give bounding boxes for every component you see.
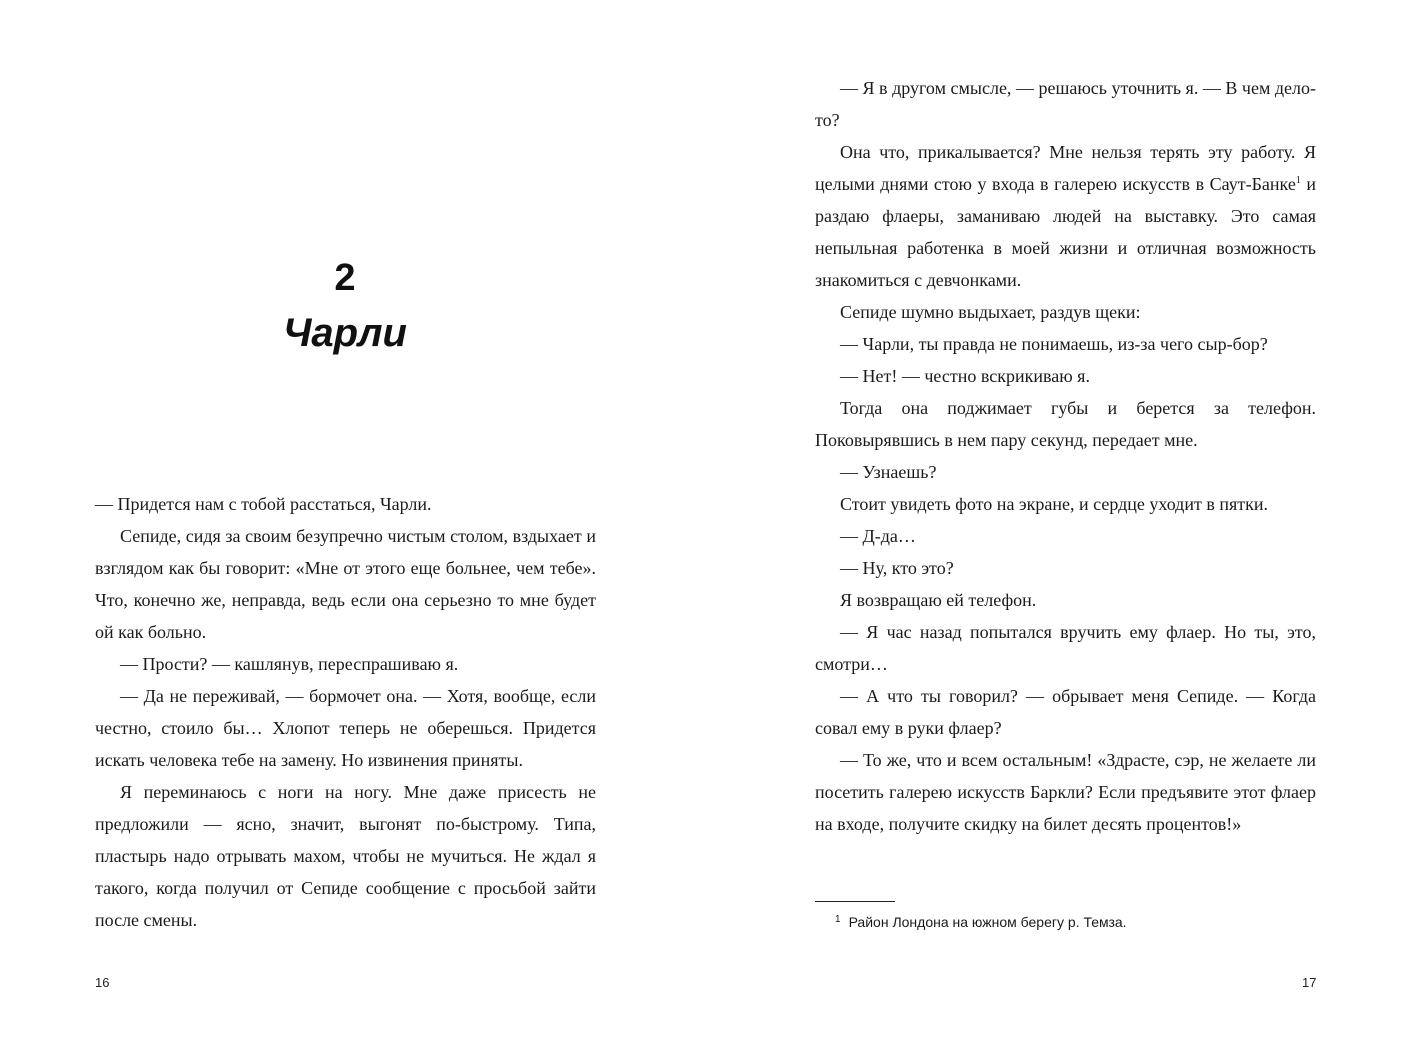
footnote-text: Район Лондона на южном берегу р. Темза. bbox=[848, 914, 1127, 930]
paragraph: — Нет! — честно вскрикиваю я. bbox=[840, 366, 1090, 386]
paragraph: — Я в другом смысле, — решаюсь уточнить я. — В чем дело-то? bbox=[815, 78, 1316, 130]
paragraph-text: и раздаю флаеры, заманиваю людей на выставку. Это самая непыльная работенка в моей жизни и отличная возможность знакомиться с девчонками. bbox=[815, 174, 1316, 290]
footnote-reference[interactable]: 1 bbox=[1295, 175, 1301, 186]
paragraph: Тогда она поджимает губы и берется за телефон. Поковырявшись в нем пару секунд, передает мне. bbox=[815, 398, 1316, 450]
paragraph: — Придется нам с тобой расстаться, Чарли. bbox=[95, 494, 432, 514]
paragraph: Сепиде шумно выдыхает, раздув щеки: bbox=[840, 302, 1141, 322]
page-number-left: 16 bbox=[95, 975, 110, 990]
paragraph: — А что ты говорил? — обрывает меня Сепиде. — Когда совал ему в руки флаер? bbox=[815, 686, 1316, 738]
chapter-title: Чарли bbox=[283, 311, 407, 355]
paragraph: Я возвращаю ей телефон. bbox=[840, 590, 1037, 610]
paragraph: — Чарли, ты правда не понимаешь, из-за чего сыр-бор? bbox=[840, 334, 1268, 354]
paragraph: — Ну, кто это? bbox=[840, 558, 954, 578]
paragraph: — Да не переживай, — бормочет она. — Хотя, вообще, если честно, стоило бы… Хлопот теперь не оберешься. Придется искать человека тебе на замену. Но извинения приняты. bbox=[95, 686, 596, 770]
right-page bbox=[705, 0, 1410, 1050]
paragraph: — Прости? — кашлянув, переспрашиваю я. bbox=[120, 654, 459, 674]
paragraph: Стоит увидеть фото на экране, и сердце уходит в пятки. bbox=[840, 494, 1268, 514]
footnote-divider bbox=[815, 901, 895, 902]
paragraph: — Я час назад попытался вручить ему флаер. Но ты, это, смотри… bbox=[815, 622, 1316, 674]
footnote bbox=[835, 908, 1315, 934]
paragraph: — Д-да… bbox=[840, 526, 916, 546]
page-number-right: 17 bbox=[1302, 975, 1317, 990]
left-body-text bbox=[95, 488, 596, 936]
footnote-mark: 1 bbox=[835, 914, 841, 925]
paragraph bbox=[815, 136, 1316, 296]
paragraph: Сепиде, сидя за своим безупречно чистым столом, вздыхает и взглядом как бы говорит: «Мне от этого еще больнее, чем тебе». Что, конечно же, неправда, ведь если она серьезно то мне будет ой как больно. bbox=[95, 526, 596, 642]
paragraph: — Узнаешь? bbox=[840, 462, 937, 482]
paragraph-text: Она что, прикалывается? Мне нельзя терять эту работу. Я целыми днями стою у входа в галерею искусств в Саут-Банке bbox=[815, 142, 1316, 194]
paragraph: Я переминаюсь с ноги на ногу. Мне даже присесть не предложили — ясно, значит, выгонят по-быстрому. Типа, пластырь надо отрывать махом, чтобы не мучиться. Не ждал я такого, когда получил от Сепиде сообщение с просьбой зайти после смены. bbox=[95, 782, 596, 930]
chapter-number: 2 bbox=[334, 257, 356, 299]
right-body-text bbox=[815, 72, 1316, 840]
paragraph: — То же, что и всем остальным! «Здрасте, сэр, не желаете ли посетить галерею искусств Баркли? Если предъявите этот флаер на входе, получите скидку на билет десять процентов!» bbox=[815, 750, 1316, 834]
